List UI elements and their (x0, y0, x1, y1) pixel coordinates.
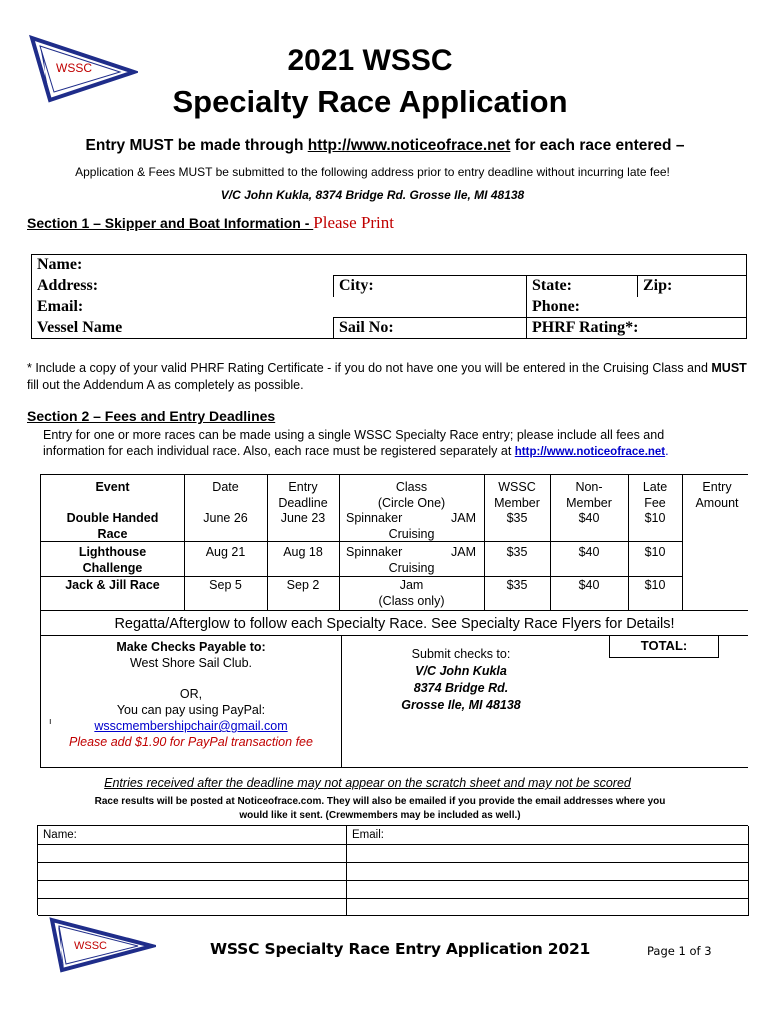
title-year: 2021 WSSC (287, 44, 453, 77)
submit-checks-address: Submit checks to: V/C John Kukla 8374 Bridge Rd. Grosse Ile, MI 48138 (401, 647, 521, 712)
race-late-fee: $10 (644, 511, 666, 525)
race-date: June 26 (203, 511, 248, 525)
phone-field[interactable]: Phone: (527, 297, 747, 318)
crew-table (37, 825, 748, 915)
race-date: Sep 5 (209, 578, 242, 592)
race-deadline: Sep 2 (286, 578, 320, 592)
race-member-fee: $35 (506, 545, 528, 559)
header-class: Class (Circle One) (377, 480, 446, 510)
crew-email-header: Email: (352, 829, 384, 841)
race-nonmember-fee: $40 (578, 511, 600, 525)
section2-heading: Section 2 – Fees and Entry Deadlines (27, 408, 276, 424)
header-entry-amount: Entry Amount (695, 480, 739, 510)
city-field[interactable]: City: (334, 276, 527, 297)
fees-table (40, 474, 748, 610)
paypal-email-link[interactable]: wsscmembershipchair@gmail.com (94, 719, 288, 733)
section2-text: Entry for one or more races can be made using a single WSSC Specialty Race entry; please include all fees and information for each individual race. Also, each race must be registered separately at http://www.noticeofrace.net. (43, 428, 669, 458)
application-note: Application & Fees MUST be submitted to the following address prior to entry deadline without incurring late fee! (75, 165, 670, 179)
payable-info: Make Checks Payable to: West Shore Sail Club. (116, 640, 266, 670)
phrf-rating-field[interactable]: PHRF Rating*: (527, 318, 747, 339)
noticeofrace-link-2[interactable]: http://www.noticeofrace.net (514, 446, 666, 458)
race-event: Double Handed Race (66, 511, 159, 541)
header-late-fee: Late Fee (642, 480, 668, 510)
race-member-fee: $35 (506, 511, 528, 525)
logo-text: WSSC (56, 61, 92, 75)
wssc-burgee-logo-footer (48, 916, 156, 974)
section1-heading: Section 1 – Skipper and Boat Information - Please Print (27, 213, 395, 232)
mailing-address: V/C John Kukla, 8374 Bridge Rd. Grosse Ile, MI 48138 (220, 188, 525, 202)
page-title: Specialty Race Application (172, 84, 568, 119)
header-event: Event (95, 480, 130, 494)
name-field[interactable]: Name: (32, 255, 747, 276)
late-entries-note: Entries received after the deadline may not appear on the scratch sheet and may not be scored (104, 776, 631, 790)
header-wssc-member: WSSC Member (494, 480, 540, 510)
race-class-options[interactable]: Spinnaker JAM Cruising (346, 545, 476, 575)
tick-mark: ı (49, 716, 52, 726)
logo-text-footer: WSSC (74, 940, 107, 952)
payment-block (40, 636, 748, 768)
regatta-note: Regatta/Afterglow to follow each Specialty Race. See Specialty Race Flyers for Details! (40, 610, 748, 636)
race-late-fee: $10 (644, 578, 666, 592)
crew-name-header: Name: (43, 829, 77, 841)
zip-field[interactable]: Zip: (638, 276, 747, 297)
header-entry-deadline: Entry Deadline (278, 480, 328, 510)
total-label: TOTAL: (640, 638, 688, 653)
header-date: Date (212, 480, 239, 494)
address-field[interactable]: Address: (32, 276, 334, 297)
please-print-label: Please Print (313, 213, 395, 232)
sail-no-field[interactable]: Sail No: (334, 318, 527, 339)
race-deadline: Aug 18 (283, 545, 323, 559)
race-date: Aug 21 (205, 545, 246, 559)
email-field[interactable]: Email: (32, 297, 527, 318)
vessel-name-field[interactable]: Vessel Name (32, 318, 334, 339)
page-number: Page 1 of 3 (647, 944, 712, 958)
paypal-fee-note: Please add $1.90 for PayPal transaction fee (69, 735, 313, 749)
paypal-info: OR, You can pay using PayPal: wsscmembershipchair@gmail.com Please add $1.90 for PayPal transaction fee (41, 686, 341, 750)
skipper-info-form (31, 254, 747, 339)
race-class-options[interactable]: Jam (Class only) (378, 578, 445, 608)
race-member-fee: $35 (506, 578, 528, 592)
race-nonmember-fee: $40 (578, 545, 600, 559)
results-note: Race results will be posted at Noticeofrace.com. They will also be emailed if you provide the email addresses where you would like it sent. (Crewmembers may be included as well.) (94, 796, 666, 821)
race-deadline: June 23 (280, 511, 326, 525)
race-event: Jack & Jill Race (65, 578, 160, 592)
race-event: Lighthouse Challenge (78, 545, 147, 575)
race-late-fee: $10 (644, 545, 666, 559)
phrf-note: * Include a copy of your valid PHRF Rating Certificate - if you do not have one you will be entered in the Cruising Class and MUST fill out the Addendum A as completely as possible. (27, 361, 747, 392)
footer-title: WSSC Specialty Race Entry Application 2021 (210, 940, 591, 958)
noticeofrace-link[interactable]: http://www.noticeofrace.net (307, 137, 511, 154)
header-non-member: Non- Member (566, 480, 612, 510)
state-field[interactable]: State: (527, 276, 638, 297)
race-class-options[interactable]: Spinnaker JAM Cruising (346, 511, 476, 541)
race-nonmember-fee: $40 (578, 578, 600, 592)
entry-instruction: Entry MUST be made through http://www.noticeofrace.net for each race entered – (85, 137, 685, 154)
